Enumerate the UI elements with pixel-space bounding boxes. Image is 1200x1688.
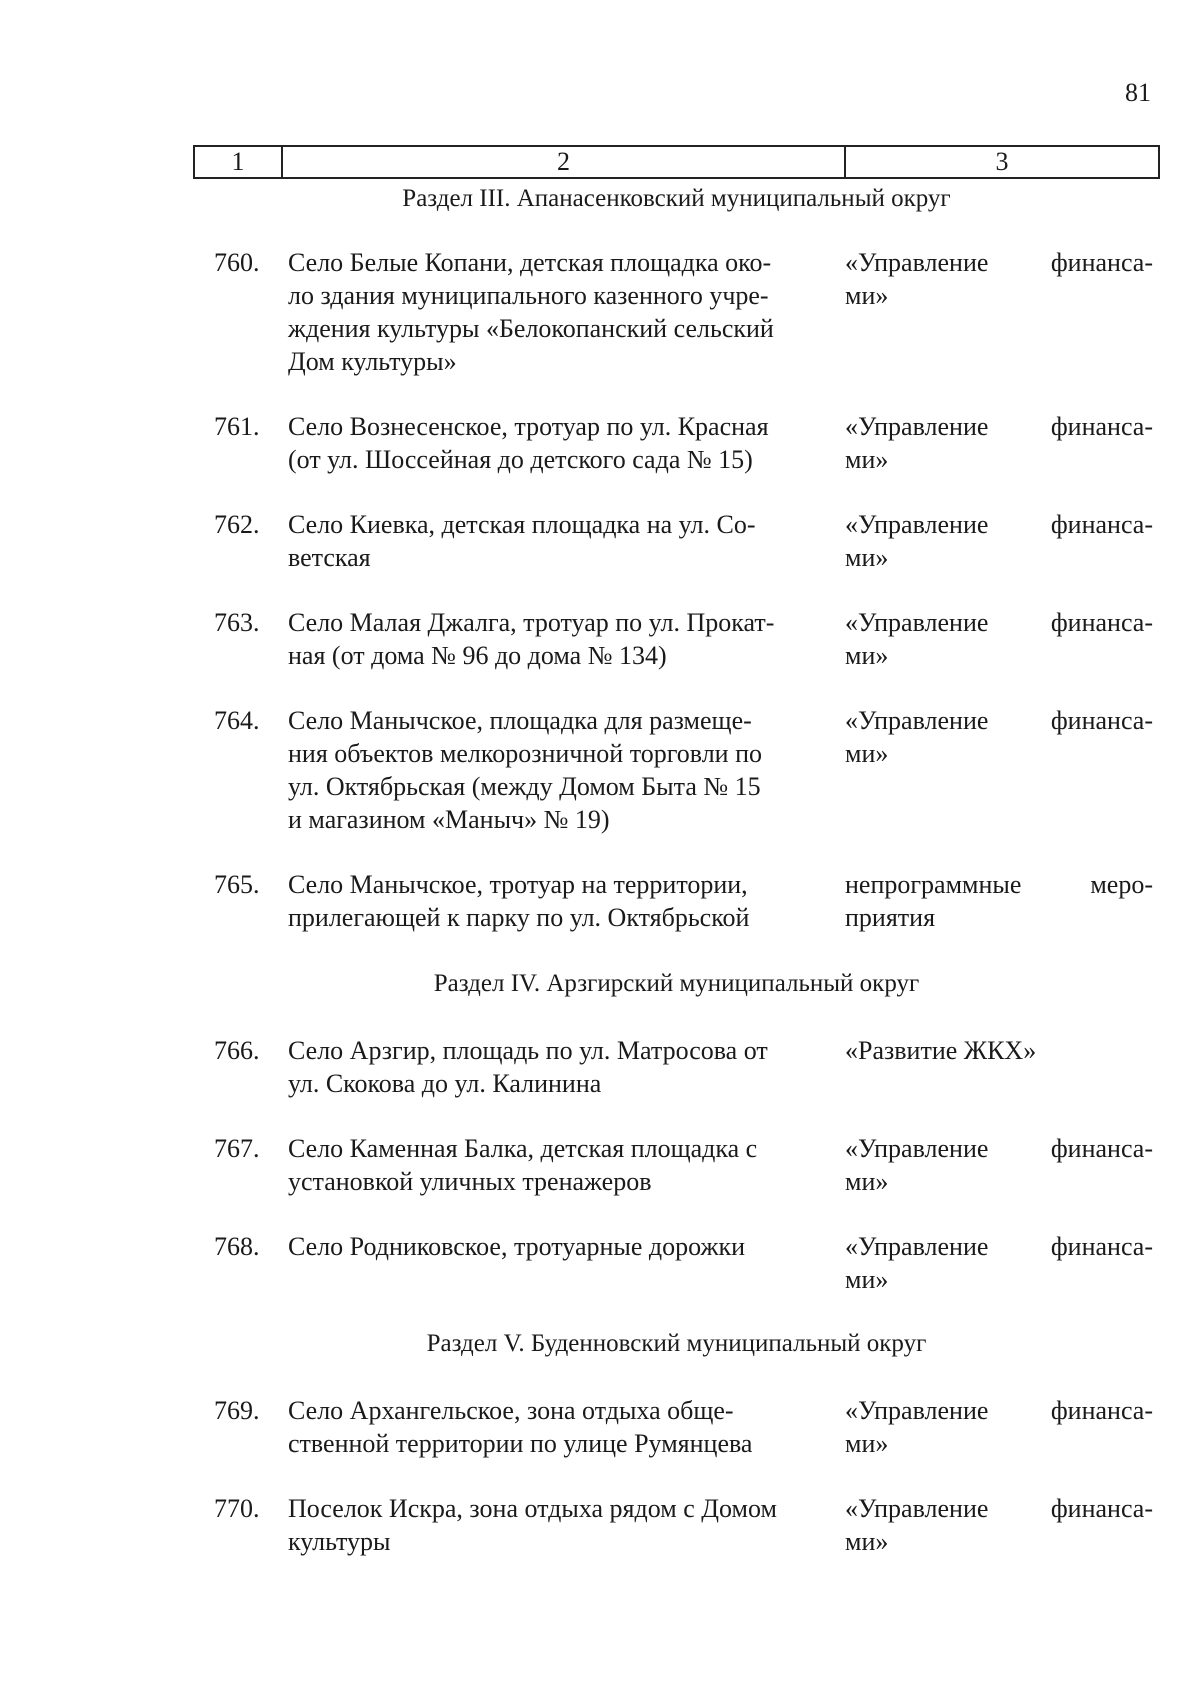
section-heading: Раздел V. Буденновский муниципальный округ xyxy=(426,1330,927,1357)
row-number: 768. xyxy=(214,1232,260,1261)
column-header-3: 3 xyxy=(995,147,1009,176)
row-description: Село Вознесенское, тротуар по ул. Красная (от ул. Шоссейная до детского сада № 15) xyxy=(288,412,769,474)
row-description: Поселок Искра, зона отдыха рядом с Домом культуры xyxy=(288,1494,777,1556)
row-number: 769. xyxy=(214,1396,260,1425)
section-heading: Раздел III. Апанасенковский муниципальный округ xyxy=(402,185,951,212)
row-funding-source: «Управление финанса- ми» xyxy=(845,1134,1153,1196)
row-number: 766. xyxy=(214,1036,260,1065)
row-description: Село Манычское, площадка для размеще- ния объектов мелкорозничной торговли по ул. Октябрьская (между Домом Быта № 15 и магазином «Маныч» № 19) xyxy=(288,706,762,834)
row-funding-source: «Развитие ЖКХ» xyxy=(845,1036,1037,1065)
column-header-2: 2 xyxy=(283,147,846,177)
column-header-row xyxy=(193,145,1160,179)
row-funding-source: «Управление финанса- ми» xyxy=(845,1396,1153,1458)
row-description: Село Родниковское, тротуарные дорожки xyxy=(288,1232,746,1261)
row-number: 764. xyxy=(214,706,260,735)
row-description: Село Белые Копани, детская площадка око- ло здания муниципального казенного учре- ждения культуры «Белокопанский сельский Дом культуры» xyxy=(288,248,774,376)
section-heading: Раздел IV. Арзгирский муниципальный округ xyxy=(433,970,920,997)
row-funding-source: «Управление финанса- ми» xyxy=(845,1232,1153,1294)
row-funding-source: «Управление финанса- ми» xyxy=(845,706,1153,768)
row-description: Село Киевка, детская площадка на ул. Со- ветская xyxy=(288,510,756,572)
row-number: 765. xyxy=(214,870,260,899)
row-funding-source: «Управление финанса- ми» xyxy=(845,248,1153,310)
row-number: 762. xyxy=(214,510,260,539)
row-description: Село Каменная Балка, детская площадка с установкой уличных тренажеров xyxy=(288,1134,758,1196)
row-description: Село Малая Джалга, тротуар по ул. Прокат- ная (от дома № 96 до дома № 134) xyxy=(288,608,775,670)
row-description: Село Арзгир, площадь по ул. Матросова от ул. Скокова до ул. Калинина xyxy=(288,1036,768,1098)
page-number: 81 xyxy=(1125,78,1151,107)
row-number: 763. xyxy=(214,608,260,637)
row-number: 761. xyxy=(214,412,260,441)
row-description: Село Манычское, тротуар на территории, прилегающей к парку по ул. Октябрьской xyxy=(288,870,750,932)
row-description: Село Архангельское, зона отдыха обще- ственной территории по улице Румянцева xyxy=(288,1396,753,1458)
row-funding-source: «Управление финанса- ми» xyxy=(845,412,1153,474)
row-funding-source: «Управление финанса- ми» xyxy=(845,608,1153,670)
row-number: 760. xyxy=(214,248,260,277)
row-funding-source: «Управление финанса- ми» xyxy=(845,510,1153,572)
column-header-1: 1 xyxy=(195,147,283,177)
row-funding-source: непрограммные меро- приятия xyxy=(845,870,1153,932)
row-number: 770. xyxy=(214,1494,260,1523)
row-funding-source: «Управление финанса- ми» xyxy=(845,1494,1153,1556)
row-number: 767. xyxy=(214,1134,260,1163)
